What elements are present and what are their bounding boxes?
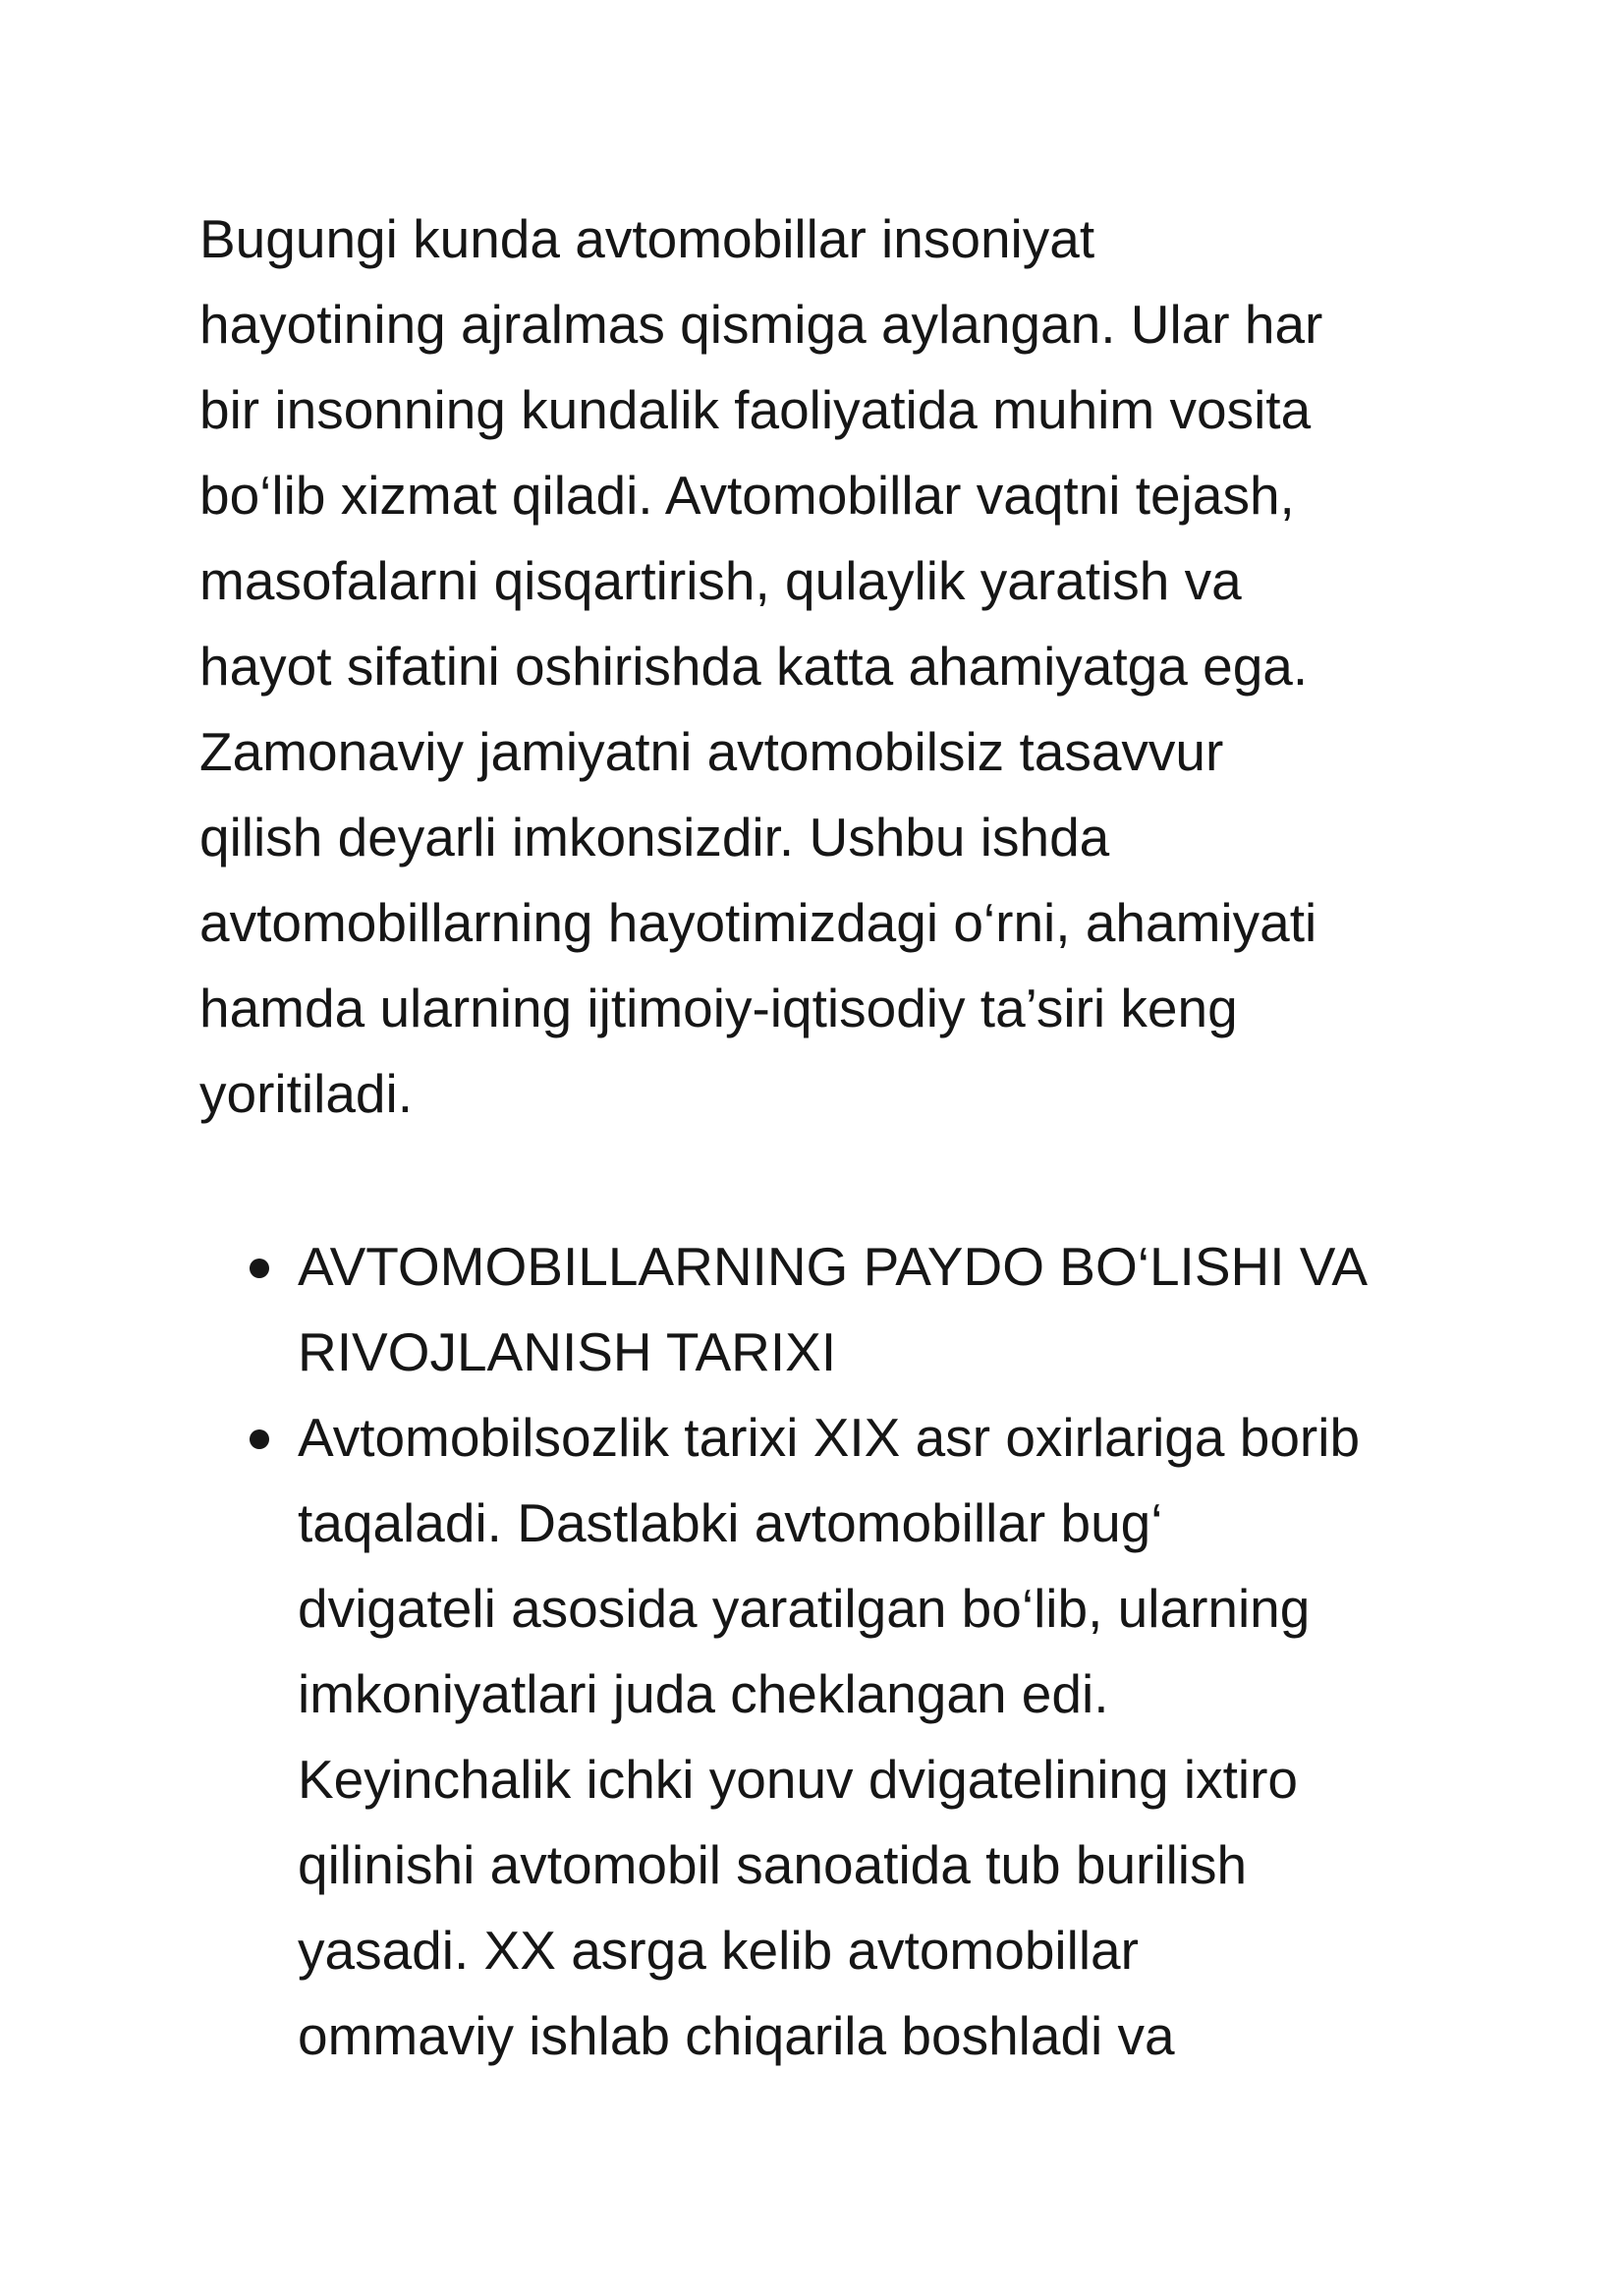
intro-line: masofalarni qisqartirish, qulaylik yaratish va: [199, 550, 1242, 611]
bullet-line: imkoniyatlari juda cheklangan edi.: [298, 1663, 1109, 1724]
document-body: [199, 196, 1477, 2079]
intro-line: Bugungi kunda avtomobillar insoniyat: [199, 208, 1095, 269]
intro-line: hayot sifatini oshirishda katta ahamiyatga ega.: [199, 636, 1309, 697]
bullet-line: qilinishi avtomobil sanoatida tub burilish: [298, 1834, 1248, 1895]
bullet-line: Keyinchalik ichki yonuv dvigatelining ixtiro: [298, 1749, 1299, 1810]
intro-line: bo‘lib xizmat qiladi. Avtomobillar vaqtni tejash,: [199, 465, 1295, 526]
intro-line: hamda ularning ijtimoiy-iqtisodiy ta’siri keng: [199, 978, 1238, 1038]
intro-line: avtomobillarning hayotimizdagi o‘rni, ahamiyati: [199, 892, 1317, 953]
intro-line: Zamonaviy jamiyatni avtomobilsiz tasavvur: [199, 721, 1224, 782]
intro-line: yoritiladi.: [199, 1063, 414, 1124]
bullet-line: Avtomobilsozlik tarixi XIX asr oxirlariga borib: [298, 1407, 1361, 1468]
bullet-line: AVTOMOBILLARNING PAYDO BO‘LISHI VA: [298, 1236, 1369, 1297]
bullet-dot-icon: [250, 1429, 269, 1449]
bullet-line: dvigateli asosida yaratilgan bo‘lib, ularning: [298, 1578, 1311, 1639]
bullet-line: ommaviy ishlab chiqarila boshladi va: [298, 2005, 1175, 2066]
intro-line: bir insonning kundalik faoliyatida muhim vosita: [199, 379, 1312, 440]
intro-line: hayotining ajralmas qismiga aylangan. Ular har: [199, 294, 1323, 355]
bullet-item-history: [199, 1395, 1477, 2079]
bullet-line: RIVOJLANISH TARIXI: [298, 1321, 837, 1382]
bullet-list: [199, 1224, 1477, 2079]
bullet-item-heading: [199, 1224, 1477, 1395]
bullet-dot-icon: [250, 1259, 269, 1278]
intro-line: qilish deyarli imkonsizdir. Ushbu ishda: [199, 807, 1110, 868]
bullet-line: taqaladi. Dastlabki avtomobillar bug‘: [298, 1492, 1163, 1553]
bullet-line: yasadi. XX asrga kelib avtomobillar: [298, 1920, 1139, 1981]
intro-paragraph: [199, 196, 1477, 1137]
